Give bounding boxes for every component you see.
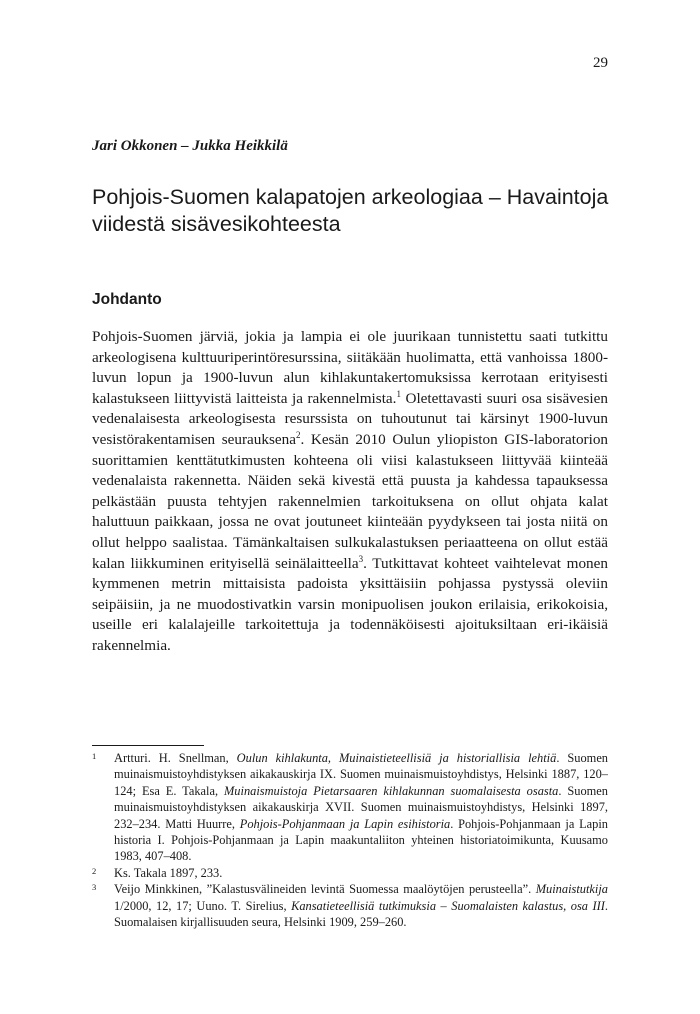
footnote-italic-title: Muinaistutkija <box>535 882 608 897</box>
footnote-segment: . Suomen muinaismuistoyhdistyksen aikakauskirja IX. Suomen muinaismuistoyhdistys, Helsinki 1887, 120–124; Esa E. Takala, <box>114 751 609 798</box>
footnote-3 <box>92 881 608 930</box>
body-paragraph <box>92 327 608 657</box>
footnote-ref-1[interactable]: 1 <box>396 388 401 399</box>
footnote-italic-title: Pohjois-Pohjanmaan ja Lapin esihistoria <box>239 816 451 831</box>
footnote-number: 3 <box>92 882 97 893</box>
footnote-text: Ks. Takala 1897, 233. <box>114 865 223 880</box>
footnote-text <box>114 751 608 863</box>
footnote-1 <box>92 750 608 865</box>
article-authors: Jari Okkonen – Jukka Heikkilä <box>92 138 288 154</box>
footnote-text <box>114 882 608 929</box>
footnote-italic-title: Muinaismuistoja Pietarsaaren kihlakunnan suomalaisesta osasta <box>223 783 559 798</box>
section-heading: Johdanto <box>92 291 162 308</box>
footnote-segment: . Suomalaisen kirjallisuuden seura, Helsinki 1909, 259–260. <box>114 898 608 930</box>
body-text-segment: . Kesän 2010 Oulun yliopiston GIS-laboratorion suorittamien kenttätutkimusten kohteena oli viisi kalastukseen liittyvää kiinteää vedenalaista rakennetta. Näiden sekä kivestä että puusta ja kahdessa tapauksessa pelkästään puusta tehtyjen rakennelmien tarkoituksena on ollut ohjata kalat haluttuun paikkaan, jossa ne ovat joutuneet kiinteään pyydykseen tai josta niitä on ollut helppo saalistaa. Tämänkaltaisen sulkukalastuksen periaatteena on ollut estää kalan liikkuminen erityisellä seinälaitteella <box>92 430 609 572</box>
footnote-segment: 1/2000, 12, 17; Uuno. T. Sirelius, <box>114 898 292 913</box>
footnote-divider <box>92 745 204 746</box>
footnote-segment: . Suomen muinaismuistoyhdistyksen aikakauskirja XVII. Suomen muinaismuistoyhdistys, Helsinki 1897, 232–234. Matti Huurre, <box>114 783 608 831</box>
footnote-ref-3[interactable]: 3 <box>358 553 364 564</box>
footnote-ref-2[interactable]: 2 <box>295 429 301 440</box>
footnote-segment: Artturi. H. Snellman, <box>114 751 237 765</box>
body-text-segment: Pohjois-Suomen järviä, jokia ja lampia ei ole juurikaan tunnistettu saati tutkittu arkeologisena kulttuuriperintöresurssina, siitäkään huolimatta, että vanhoissa 1800-luvun lopun ja 1900-luvun alun kihlakuntakertomuksissa kerrotaan erityisesti kalastukseen liittyvistä laitteista ja rakennelmista. <box>92 328 608 407</box>
page-number: 29 <box>593 55 608 71</box>
body-text-segment: Oletettavasti suuri osa sisävesien vedenalaisesta arkeologisesta resurssista on tuhoutunut tai kärsinyt 1900-luvun vesistörakentamisen seurauksena <box>92 389 608 448</box>
footnote-italic-title: Kansatieteellisiä tutkimuksia – Suomalaisten kalastus, osa III <box>291 898 605 913</box>
footnote-italic-title: Oulun kihlakunta, Muinaistieteellisiä ja historiallisia lehtiä <box>236 751 557 765</box>
article-title: Pohjois-Suomen kalapatojen arkeologiaa – Havaintoja viidestä sisävesikohteesta <box>92 185 609 236</box>
footnote-number: 1 <box>92 751 97 761</box>
footnotes <box>92 750 608 930</box>
footnote-2 <box>92 865 608 881</box>
footnote-segment: Veijo Minkkinen, ”Kalastusvälineiden levintä Suomessa maalöytöjen perusteella”. <box>114 882 536 897</box>
footnote-number: 2 <box>92 865 97 876</box>
body-text-segment: . Tutkittavat kohteet vaihtelevat monen kymmenen metrin mittaisista padoista yksittäisiin pohjassa pystyssä oleviin seipäisiin, ja ne muodostivatkin varsin monipuolisen joukon erilaisia, erikokoisia, useille eri kalalajeille tarkoitettuja ja todennäköisesti ajoituksiltaan eri-ikäisiä rakennelmia. <box>92 554 608 654</box>
footnote-segment: . Pohjois-Pohjanmaan ja Lapin historia I. Pohjois-Pohjanmaan ja Lapin maakuntaliiton yhteinen historiatoimikunta, Kuusamo 1983, 407–408. <box>114 816 608 864</box>
